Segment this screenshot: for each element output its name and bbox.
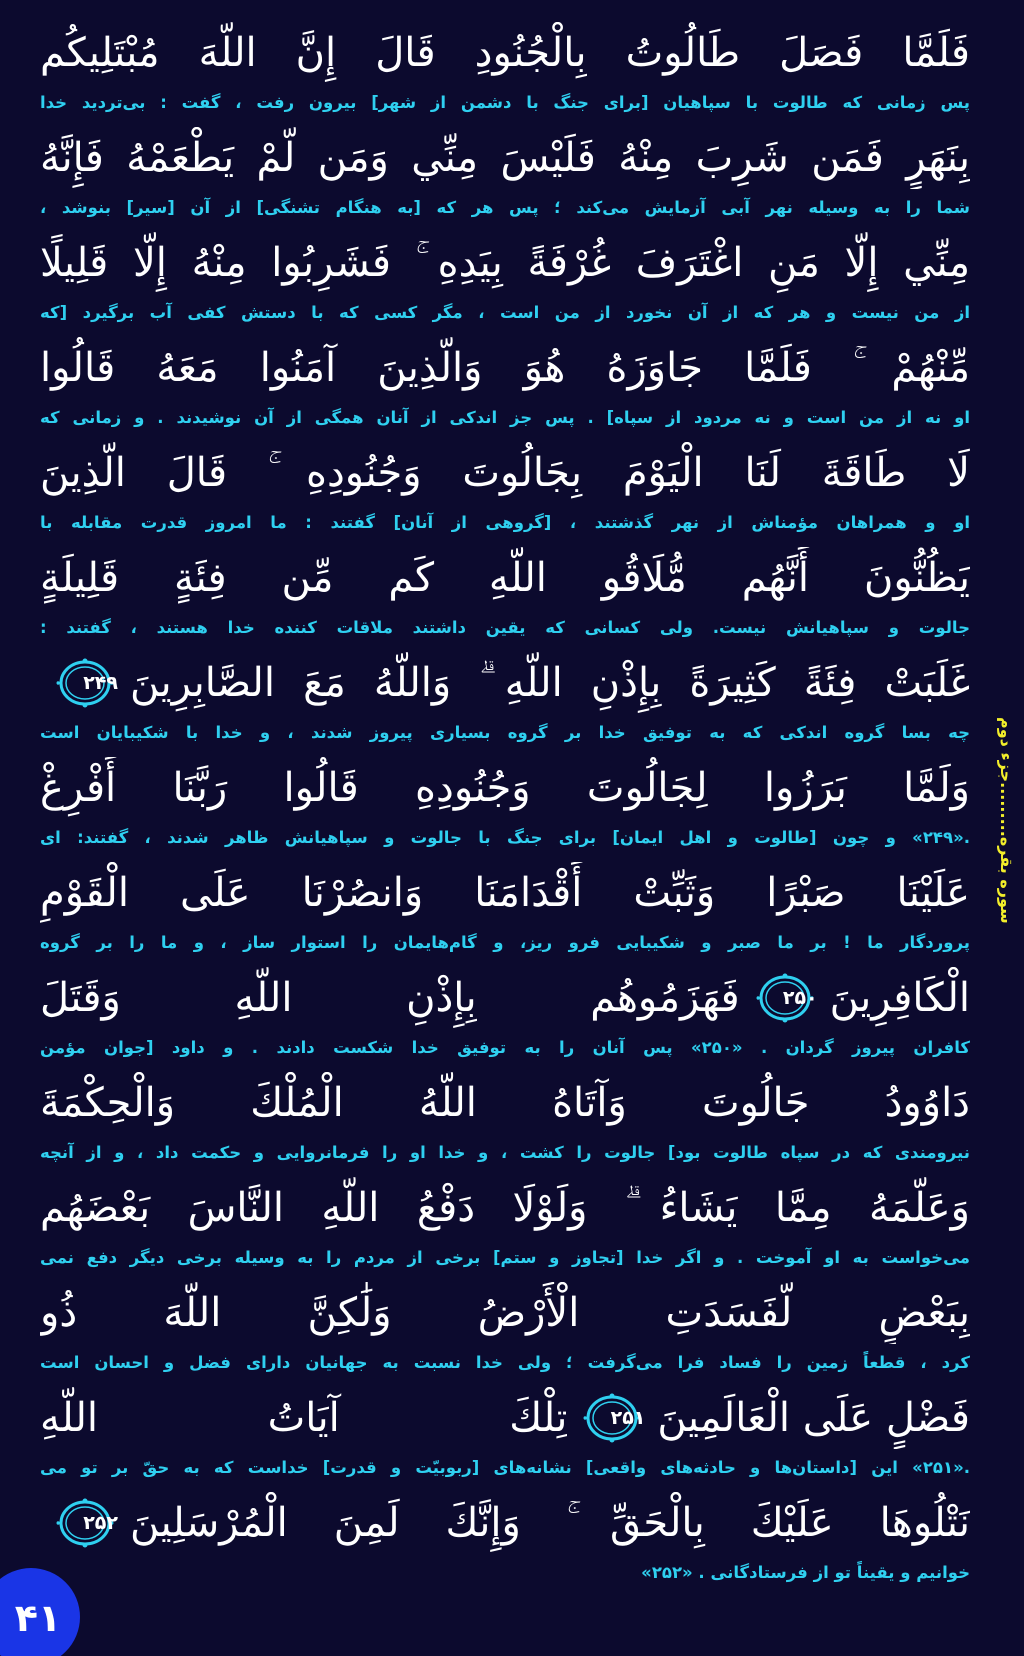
arabic-text: يَظُنُّونَ أَنَّهُم مُّلَاقُو اللَّهِ كَم مِّن فِئَةٍ قَلِيلَةٍ (40, 555, 970, 601)
line-pair (40, 1177, 970, 1282)
arabic-text: بِبَعْضٍ لَّفَسَدَتِ الْأَرْضُ وَلَٰكِنَّ اللَّهَ ذُو (40, 1290, 970, 1336)
arabic-text: عَلَيْنَا صَبْرًا وَثَبِّتْ أَقْدَامَنَا وَانصُرْنَا عَلَى الْقَوْمِ (40, 870, 970, 916)
arabic-line (40, 1282, 970, 1344)
arabic-line (40, 1492, 970, 1554)
arabic-text: مِنِّي إِلَّا مَنِ اغْتَرَفَ غُرْفَةً بِيَدِهِ ۚ فَشَرِبُوا مِنْهُ إِلَّا قَلِيلًا (40, 240, 970, 286)
line-pair (40, 232, 970, 337)
translation-line: پروردگار ما ! بر ما صبر و شکیبایی فرو ریز، و گام‌هایمان را استوار ساز ، و ما را بر گروه (40, 933, 970, 952)
arabic-line (40, 967, 970, 1029)
translation-line: می‌خواست به او آموخت . و اگر خدا [تجاوز و ستم] برخی از مردم را به وسیله برخی دیگر دفع نمی (40, 1248, 970, 1267)
arabic-line (40, 652, 970, 714)
line-pair (40, 1282, 970, 1387)
line-pair (40, 547, 970, 652)
translation-line: جالوت و سپاهیانش نیست. ولی کسانی که یقین داشتند ملاقات کننده خدا هستند ، گفتند : (40, 618, 970, 637)
translation-line: کرد ، قطعاً زمین را فساد فرا می‌گرفت ؛ ولی خدا نسبت به جهانیان دارای فضل و احسان است (40, 1353, 970, 1372)
line-pair (40, 442, 970, 547)
translation-line: از من نیست و هر که از آن نخورد از من است ، مگر کسی که با دستش کفی آب برگیرد [که (40, 303, 970, 322)
translation-line: .«۲۵۱» این [داستان‌ها و حادثه‌های واقعی] نشانه‌های [ربوبیّت و قدرت] خداست که به حقّ بر تو می (40, 1458, 970, 1477)
arabic-line (40, 1177, 970, 1239)
arabic-text: غَلَبَتْ فِئَةً كَثِيرَةً بِإِذْنِ اللَّهِ ۗ وَاللَّهُ مَعَ الصَّابِرِينَ (130, 660, 970, 706)
arabic-line (40, 862, 970, 924)
arabic-text: وَلَمَّا بَرَزُوا لِجَالُوتَ وَجُنُودِهِ قَالُوا رَبَّنَا أَفْرِغْ (40, 765, 970, 811)
translation-line: او نه از من است و نه مردود از سپاه] . پس جز اندکی از آنان همگی از آن نوشیدند . و زمانی که (40, 408, 970, 427)
arabic-text: تِلْكَ آيَاتُ اللَّهِ (40, 1395, 568, 1441)
verse-lines (40, 22, 970, 1597)
line-pair (40, 1072, 970, 1177)
translation-line: .«۲۴۹» و چون [طالوت و اهل ایمان] برای جنگ با جالوت و سپاهیانش ظاهر شدند ، گفتند: ای (40, 828, 970, 847)
verse-number: ۲۵۱ (610, 1407, 646, 1429)
verse-number-marker (579, 1392, 645, 1444)
translation-line: او و همراهان مؤمناش از نهر گذشتند ، [گروهی از آنان] گفتند : ما امروز قدرت مقابله با (40, 513, 970, 532)
arabic-line (40, 757, 970, 819)
verse-number: ۲۴۹ (83, 672, 118, 694)
arabic-text: وَعَلَّمَهُ مِمَّا يَشَاءُ ۗ وَلَوْلَا دَفْعُ اللَّهِ النَّاسَ بَعْضَهُم (40, 1185, 970, 1231)
arabic-text: لَا طَاقَةَ لَنَا الْيَوْمَ بِجَالُوتَ وَجُنُودِهِ ۚ قَالَ الَّذِينَ (40, 450, 970, 496)
arabic-text: مِّنْهُمْ ۚ فَلَمَّا جَاوَزَهُ هُوَ وَالَّذِينَ آمَنُوا مَعَهُ قَالُوا (40, 345, 970, 391)
translation-line: شما را به وسیله نهر آبی آزمایش می‌کند ؛ پس هر که [به هنگام تشنگی] از آن [سیر] بنوشد ، (40, 198, 970, 217)
arabic-text: بِنَهَرٍ فَمَن شَرِبَ مِنْهُ فَلَيْسَ مِنِّي وَمَن لَّمْ يَطْعَمْهُ فَإِنَّهُ (40, 135, 970, 181)
arabic-text: فَلَمَّا فَصَلَ طَالُوتُ بِالْجُنُودِ قَالَ إِنَّ اللَّهَ مُبْتَلِيكُم (40, 30, 970, 76)
translation-line: چه بسا گروه اندکی که به توفیق خدا بر گروه بسیاری پیروز شدند ، و خدا با شکیبایان است (40, 723, 970, 742)
line-pair (40, 862, 970, 967)
line-pair (40, 757, 970, 862)
line-pair (40, 127, 970, 232)
arabic-line (40, 232, 970, 294)
arabic-text: دَاوُودُ جَالُوتَ وَآتَاهُ اللَّهُ الْمُلْكَ وَالْحِكْمَةَ (40, 1080, 970, 1126)
arabic-line (40, 547, 970, 609)
line-pair (40, 1387, 970, 1492)
surah-juz-label: سوره بقره.........جزء دوم (997, 716, 1016, 924)
arabic-text-start: الْكَافِرِينَ (829, 975, 970, 1021)
line-pair (40, 337, 970, 442)
arabic-text-start: فَضْلٍ عَلَى الْعَالَمِينَ (657, 1395, 970, 1441)
arabic-line (40, 1072, 970, 1134)
page-number: ۴۱ (14, 1596, 62, 1640)
translation-line: نیرومندی که در سپاه طالوت بود] جالوت را کشت ، و خدا او را فرمانروایی و حکمت داد ، و از آنچه (40, 1143, 970, 1162)
arabic-line (40, 127, 970, 189)
arabic-line (40, 22, 970, 84)
arabic-text: فَهَزَمُوهُم بِإِذْنِ اللَّهِ وَقَتَلَ (40, 975, 740, 1021)
line-pair (40, 967, 970, 1072)
line-pair (40, 652, 970, 757)
line-pair (40, 22, 970, 127)
arabic-line (40, 1387, 970, 1449)
line-pair (40, 1492, 970, 1597)
translation-line: پس زمانی که طالوت با سپاهیان [برای جنگ با دشمن از شهر] بیرون رفت ، گفت : بی‌تردید خدا (40, 93, 970, 112)
arabic-line (40, 442, 970, 504)
arabic-line (40, 337, 970, 399)
verse-number: ۲۵۰ (782, 987, 818, 1009)
verse-number: ۲۵۲ (83, 1512, 118, 1534)
verse-number-marker (52, 657, 118, 709)
arabic-text: نَتْلُوهَا عَلَيْكَ بِالْحَقِّ ۚ وَإِنَّكَ لَمِنَ الْمُرْسَلِينَ (130, 1500, 970, 1546)
verse-number-marker (752, 972, 818, 1024)
verse-number-marker (52, 1497, 118, 1549)
translation-line: کافران پیروز گردان . «۲۵۰» پس آنان را به توفیق خدا شکست دادند . و داود [جوان مؤمن (40, 1038, 970, 1057)
translation-line: خوانیم و یقیناً تو از فرستادگانی . «۲۵۲» (641, 1563, 970, 1582)
